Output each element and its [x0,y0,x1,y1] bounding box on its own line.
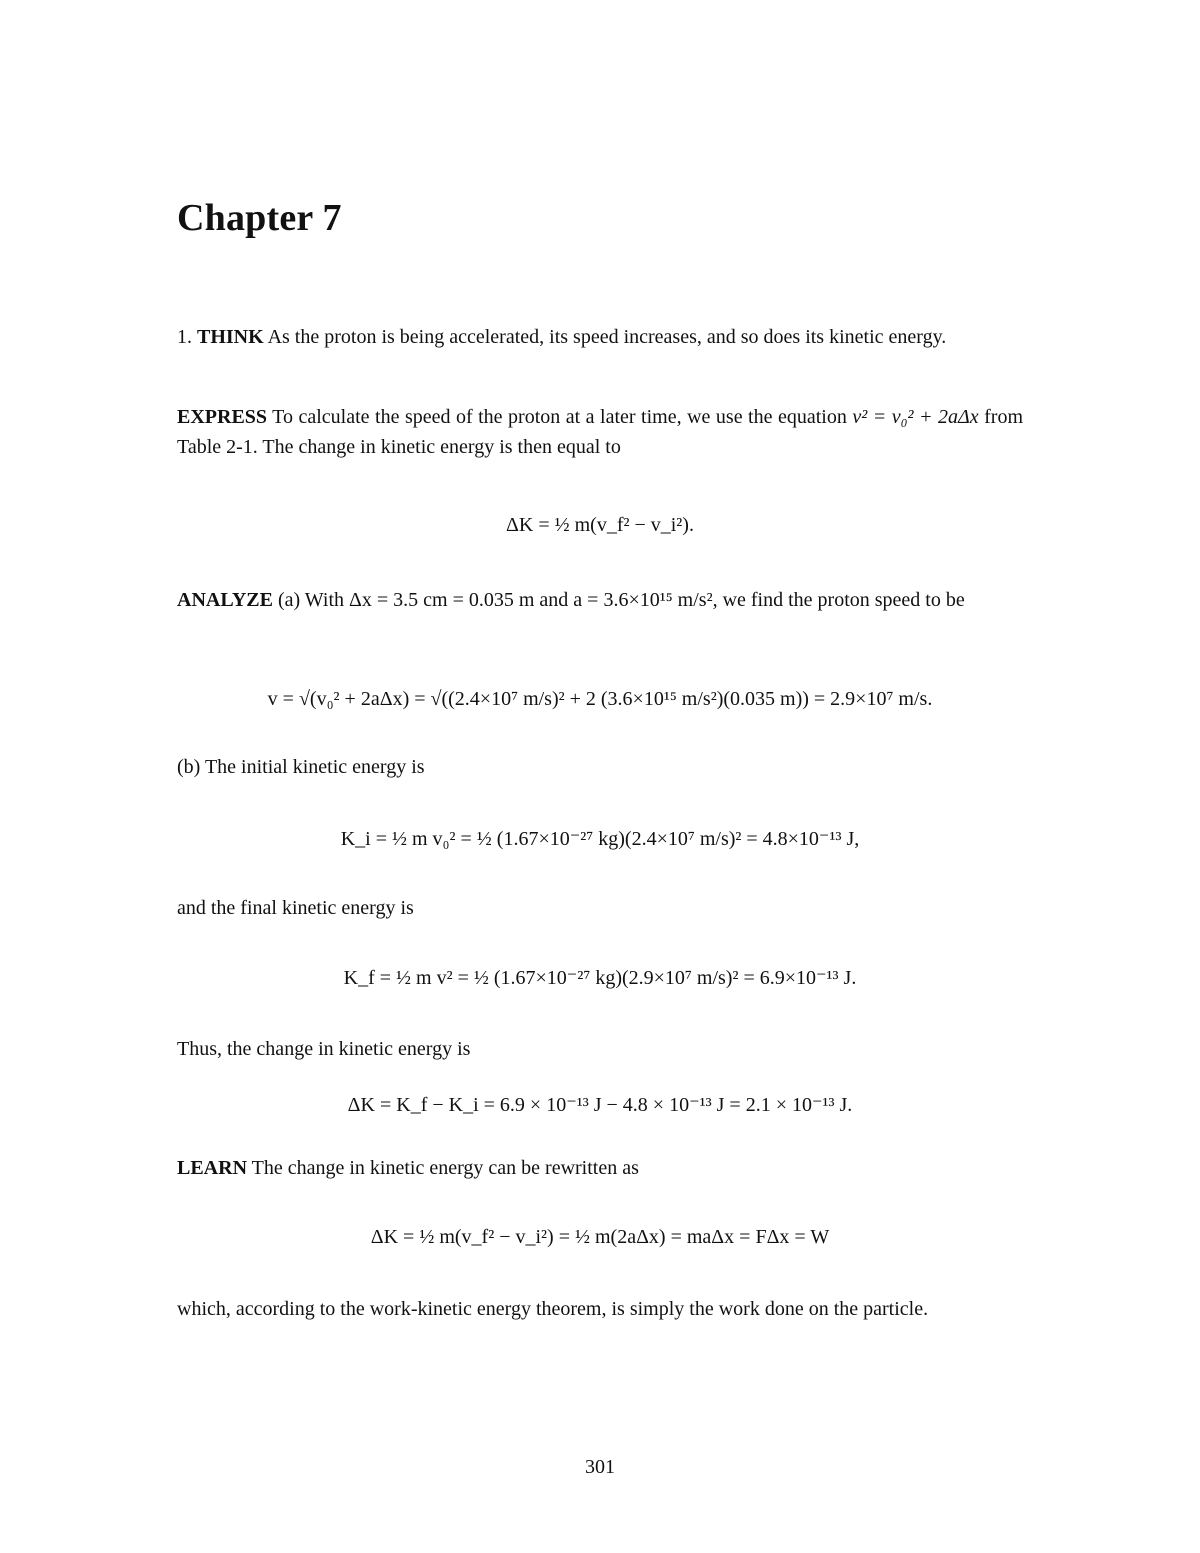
express-label: EXPRESS [177,406,268,428]
express-text: To calculate the speed of the proton at a later time, we use the equation [267,406,847,428]
learn-label: LEARN [177,1157,248,1179]
express-inline-equation: v² = v₀² + 2aΔx [852,406,979,428]
equation-initial-kinetic-energy: K_i = ½ m v₀² = ½ (1.67×10⁻²⁷ kg)(2.4×10⁷ m/s)² = 4.8×10⁻¹³ J, [340,828,860,850]
equation-speed: v = √(v₀² + 2aΔx) = √((2.4×10⁷ m/s)² + 2 (3.6×10¹⁵ m/s²)(0.035 m)) = 2.9×10⁷ m/s. [267,688,933,710]
express-text-2: from Table 2-1. The change in kinetic energy is then equal to [177,406,1024,458]
chapter-title: Chapter 7 [177,197,342,239]
page-number: 301 [585,1456,615,1478]
equation-work-energy: ΔK = ½ m(v_f² − v_i²) = ½ m(2aΔx) = maΔx = FΔx = W [370,1226,830,1248]
think-label: THINK [197,326,264,348]
analyze-label: ANALYZE [177,589,273,611]
equation-final-kinetic-energy: K_f = ½ m v² = ½ (1.67×10⁻²⁷ kg)(2.9×10⁷ m/s)² = 6.9×10⁻¹³ J. [343,967,857,989]
problem-number: 1. [177,326,192,348]
analyze-text: (a) With Δx = 3.5 cm = 0.035 m and a = 3.6×10¹⁵ m/s², we find the proton speed to be [272,589,965,611]
learn-text: The change in kinetic energy can be rewritten as [247,1157,639,1179]
equation-delta-k: ΔK = ½ m(v_f² − v_i²). [506,514,694,536]
think-paragraph [177,322,1023,352]
analyze-paragraph [177,585,1023,615]
final-kinetic-text: and the final kinetic energy is [177,897,414,919]
equation-kinetic-energy-change: ΔK = K_f − K_i = 6.9 × 10⁻¹³ J − 4.8 × 10⁻¹³ J = 2.1 × 10⁻¹³ J. [347,1094,853,1116]
learn-paragraph [177,1153,1023,1183]
thus-text: Thus, the change in kinetic energy is [177,1038,471,1060]
think-text: As the proton is being accelerated, its speed increases, and so does its kinetic energy. [263,326,947,348]
express-paragraph [177,402,1023,462]
part-b-text: (b) The initial kinetic energy is [177,756,425,778]
closing-paragraph: which, according to the work-kinetic energy theorem, is simply the work done on the particle. [177,1298,929,1320]
